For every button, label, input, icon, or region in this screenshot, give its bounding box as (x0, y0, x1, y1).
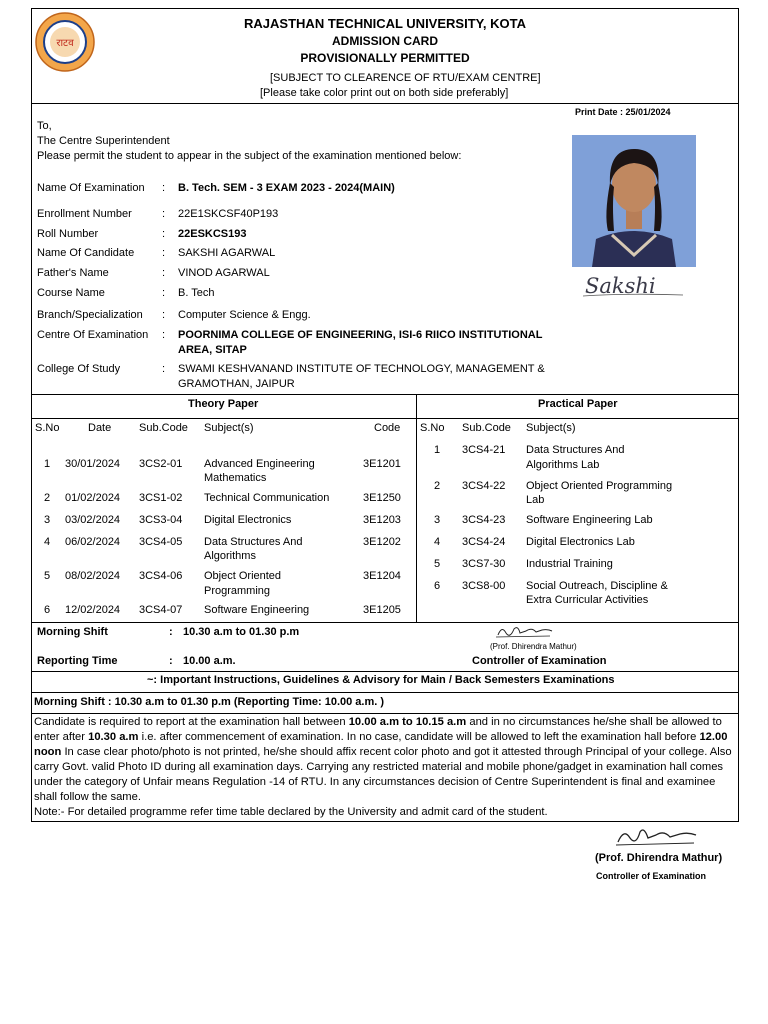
college-value-line2: GRAMOTHAN, JAIPUR (178, 378, 295, 390)
reporting-time-value: 10.00 a.m. (183, 655, 236, 667)
theory-subject-line1: Object Oriented (204, 570, 282, 582)
theory-header-date: Date (88, 422, 112, 434)
practical-subject-line1: Software Engineering Lab (526, 514, 653, 526)
practical-subcode: 3CS7-30 (462, 558, 506, 570)
shift-line-rule (32, 713, 738, 714)
enrollment-colon: : (162, 208, 166, 220)
practical-subcode: 3CS4-23 (462, 514, 506, 526)
practical-header-subcode: Sub.Code (462, 422, 511, 434)
theory-subject-line2: Mathematics (204, 472, 267, 484)
theory-date: 08/02/2024 (65, 570, 121, 582)
controller-title: Controller of Examination (472, 655, 607, 667)
candidate-photo (572, 135, 696, 267)
theory-sno: 4 (44, 536, 51, 548)
reporting-time-colon: : (169, 655, 173, 667)
instructions-bold-3: 12.00 noon (34, 731, 728, 758)
morning-shift-label: Morning Shift (37, 626, 108, 638)
practical-header-subject: Subject(s) (526, 422, 576, 434)
practical-subject-line2: Extra Curricular Activities (526, 594, 649, 606)
theory-header-code: Code (374, 422, 401, 434)
exam-label: Name Of Examination (37, 182, 145, 194)
father-label: Father's Name (37, 267, 109, 279)
theory-date: 12/02/2024 (65, 604, 121, 616)
svg-text:Sakshi: Sakshi (585, 274, 656, 298)
centre-label: Centre Of Examination (37, 329, 149, 341)
practical-subject-line1: Object Oriented Programming (526, 480, 673, 492)
theory-date: 01/02/2024 (65, 492, 121, 504)
theory-date: 03/02/2024 (65, 514, 121, 526)
university-name: RAJASTHAN TECHNICAL UNIVERSITY, KOTA (244, 16, 526, 31)
theory-header-sno: S.No (35, 422, 60, 434)
theory-header-subject: Subject(s) (204, 422, 254, 434)
practical-subject-line1: Industrial Training (526, 558, 613, 570)
intro-addressee: The Centre Superintendent (37, 135, 170, 147)
practical-subject-line1: Data Structures And (526, 444, 625, 456)
theory-subcode: 3CS2-01 (139, 458, 183, 470)
print-note: [Please take color print out on both side preferably] (260, 87, 509, 99)
instructions-shift-line: Morning Shift : 10.30 a.m to 01.30 p.m (Reporting Time: 10.00 a.m. ) (34, 696, 385, 708)
reporting-time-label: Reporting Time (37, 655, 118, 667)
instructions-text-3: i.e. after commencement of examination. In no case, candidate will be allowed to left the examination hall before (138, 731, 700, 743)
instructions-body (34, 715, 736, 820)
heading-bottom-rule (32, 692, 738, 693)
practical-subject-line2: Algorithms Lab (526, 459, 600, 471)
practical-subject-line2: Lab (526, 494, 545, 506)
branch-label: Branch/Specialization (37, 309, 143, 321)
table-title-rule (32, 418, 738, 419)
morning-shift-value: 10.30 a.m to 01.30 p.m (183, 626, 300, 638)
branch-value: Computer Science & Engg. (178, 309, 311, 321)
course-label: Course Name (37, 287, 105, 299)
roll-value: 22ESKCS193 (178, 228, 247, 240)
theory-subcode: 3CS3-04 (139, 514, 183, 526)
intro-request: Please permit the student to appear in the subject of the examination mentioned below: (37, 150, 462, 162)
theory-code: 3E1250 (363, 492, 401, 504)
enrollment-value: 22E1SKCSF40P193 (178, 208, 279, 220)
name-label: Name Of Candidate (37, 247, 135, 259)
theory-subject-line1: Data Structures And (204, 536, 303, 548)
college-colon: : (162, 363, 166, 375)
theory-code: 3E1204 (363, 570, 401, 582)
theory-header-subcode: Sub.Code (139, 422, 188, 434)
card-header (32, 9, 738, 104)
controller-signature-small (492, 623, 556, 641)
controller-name: (Prof. Dhirendra Mathur) (595, 852, 723, 864)
admission-card (31, 8, 739, 822)
instructions-text-1: Candidate is required to report at the examination hall between (34, 716, 349, 728)
practical-subject-line1: Social Outreach, Discipline & (526, 580, 668, 592)
controller-small-name: (Prof. Dhirendra Mathur) (490, 642, 577, 651)
theory-sno: 1 (44, 458, 51, 470)
svg-text:राटव: राटव (56, 38, 74, 49)
centre-value-line2: AREA, SITAP (178, 344, 247, 356)
theory-sno: 3 (44, 514, 51, 526)
theory-sno: 5 (44, 570, 51, 582)
theory-subject-line1: Technical Communication (204, 492, 330, 504)
theory-date: 06/02/2024 (65, 536, 121, 548)
controller-signature (610, 824, 702, 850)
college-label: College Of Study (37, 363, 121, 375)
theory-code: 3E1203 (363, 514, 401, 526)
shift-bottom-rule (32, 671, 738, 672)
father-value: VINOD AGARWAL (178, 267, 270, 279)
table-bottom-rule (32, 622, 738, 623)
table-top-rule (32, 394, 738, 395)
theory-subcode: 3CS4-07 (139, 604, 183, 616)
morning-shift-colon: : (169, 626, 173, 638)
instructions-text-2: and in no circumstances he/she shall be allowed to enter after (34, 716, 722, 743)
practical-subcode: 3CS4-21 (462, 444, 506, 456)
theory-date: 30/01/2024 (65, 458, 121, 470)
theory-subject-line1: Software Engineering (204, 604, 310, 616)
theory-sno: 6 (44, 604, 51, 616)
name-colon: : (162, 247, 166, 259)
practical-title: Practical Paper (538, 398, 618, 410)
card-title: ADMISSION CARD (331, 34, 438, 48)
exam-value: B. Tech. SEM - 3 EXAM 2023 - 2024(MAIN) (178, 182, 395, 194)
theory-subject-line2: Programming (204, 585, 271, 597)
permission-status: PROVISIONALLY PERMITTED (300, 51, 470, 65)
theory-subject-line1: Digital Electronics (204, 514, 292, 526)
practical-subcode: 3CS4-22 (462, 480, 506, 492)
theory-subcode: 3CS4-06 (139, 570, 183, 582)
theory-subcode: 3CS1-02 (139, 492, 183, 504)
practical-sno: 4 (434, 536, 441, 548)
practical-header-sno: S.No (420, 422, 445, 434)
exam-colon: : (162, 182, 166, 194)
branch-colon: : (162, 309, 166, 321)
theory-sno: 2 (44, 492, 51, 504)
practical-sno: 5 (434, 558, 441, 570)
centre-colon: : (162, 329, 166, 341)
course-value: B. Tech (178, 287, 215, 299)
candidate-signature (579, 271, 691, 299)
controller-title-bottom: Controller of Examination (596, 871, 707, 881)
theory-code: 3E1205 (363, 604, 401, 616)
father-colon: : (162, 267, 166, 279)
centre-value-line1: POORNIMA COLLEGE OF ENGINEERING, ISI-6 RIICO INSTITUTIONAL (178, 329, 543, 341)
practical-sno: 6 (434, 580, 441, 592)
table-divider (416, 394, 417, 622)
theory-title: Theory Paper (188, 398, 259, 410)
intro-to: To, (37, 120, 52, 132)
theory-code: 3E1202 (363, 536, 401, 548)
instructions-bold-2: 10.30 a.m (88, 731, 139, 743)
practical-sno: 1 (434, 444, 441, 456)
practical-sno: 2 (434, 480, 441, 492)
theory-subject-line2: Algorithms (204, 550, 256, 562)
practical-sno: 3 (434, 514, 441, 526)
practical-subcode: 3CS8-00 (462, 580, 506, 592)
practical-subcode: 3CS4-24 (462, 536, 506, 548)
college-value-line1: SWAMI KESHVANAND INSTITUTE OF TECHNOLOGY, MANAGEMENT & (178, 363, 545, 375)
theory-subject-line1: Advanced Engineering (204, 458, 315, 470)
subject-note: [SUBJECT TO CLEARENCE OF RTU/EXAM CENTRE] (270, 72, 541, 84)
course-colon: : (162, 287, 166, 299)
roll-colon: : (162, 228, 166, 240)
practical-subject-line1: Digital Electronics Lab (526, 536, 635, 548)
instructions-text-4: In case clear photo/photo is not printed, he/she should affix recent color photo and got it attested through Principal of your college. Also carry Govt. valid Photo ID during all examination days. Carrying any restricted material and mobile phone/gadget in examination hall comes under the category of Unfair means Regulation -14 of RTU. In any circumstances decision of Centre Superintendent is final and examinee shall follow the same. (34, 746, 732, 803)
theory-subcode: 3CS4-05 (139, 536, 183, 548)
print-date: Print Date : 25/01/2024 (575, 107, 671, 117)
instructions-bold-1: 10.00 a.m to 10.15 a.m (348, 716, 467, 728)
name-value: SAKSHI AGARWAL (178, 247, 276, 259)
instructions-note: Note:- For detailed programme refer time table declared by the University and admit card of the student. (34, 806, 548, 818)
instructions-heading: ~: Important Instructions, Guidelines & Advisory for Main / Back Semesters Examinations (147, 674, 615, 686)
theory-code: 3E1201 (363, 458, 401, 470)
enrollment-label: Enrollment Number (37, 208, 132, 220)
roll-label: Roll Number (37, 228, 99, 240)
